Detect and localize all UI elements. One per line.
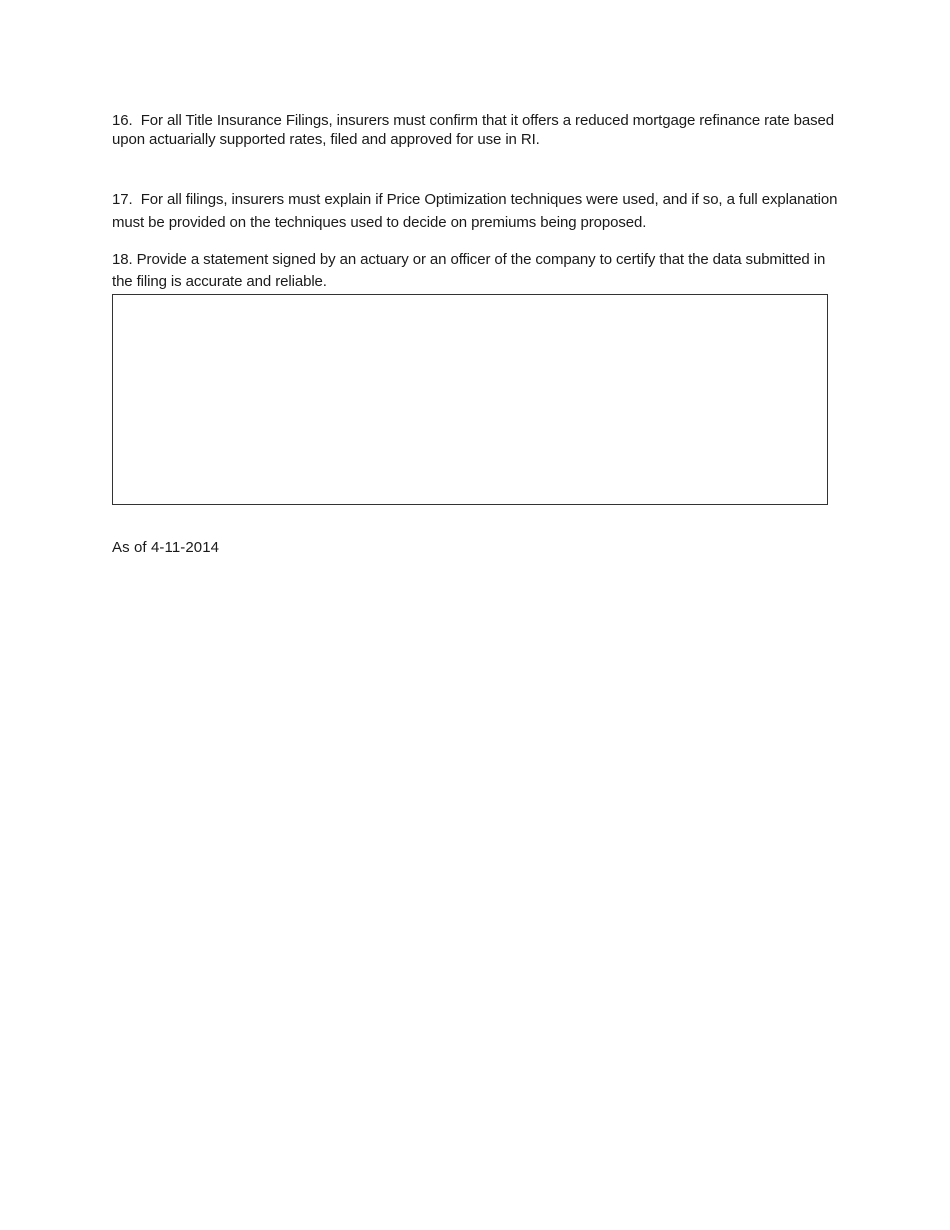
item-18-number: 18. bbox=[112, 251, 133, 268]
item-18-text: Provide a statement signed by an actuary or an officer of the company to certify that the data submitted in the filing is accurate and reliable. bbox=[112, 251, 826, 290]
footer-date: As of 4-11-2014 bbox=[112, 539, 220, 556]
item-16 bbox=[112, 111, 847, 149]
item-18 bbox=[112, 249, 847, 293]
item-17 bbox=[112, 188, 847, 234]
item-16-text: For all Title Insurance Filings, insurers must confirm that it offers a reduced mortgage refinance rate based upon actuarially supported rates, filed and approved for use in RI. bbox=[112, 112, 835, 148]
item-17-number: 17. bbox=[112, 191, 133, 208]
item-16-number: 16. bbox=[112, 112, 133, 129]
statement-response-box[interactable] bbox=[112, 294, 828, 505]
item-17-text: For all filings, insurers must explain if Price Optimization techniques were used, and if so, a full explanation must be provided on the techniques used to decide on premiums being proposed. bbox=[112, 191, 838, 231]
